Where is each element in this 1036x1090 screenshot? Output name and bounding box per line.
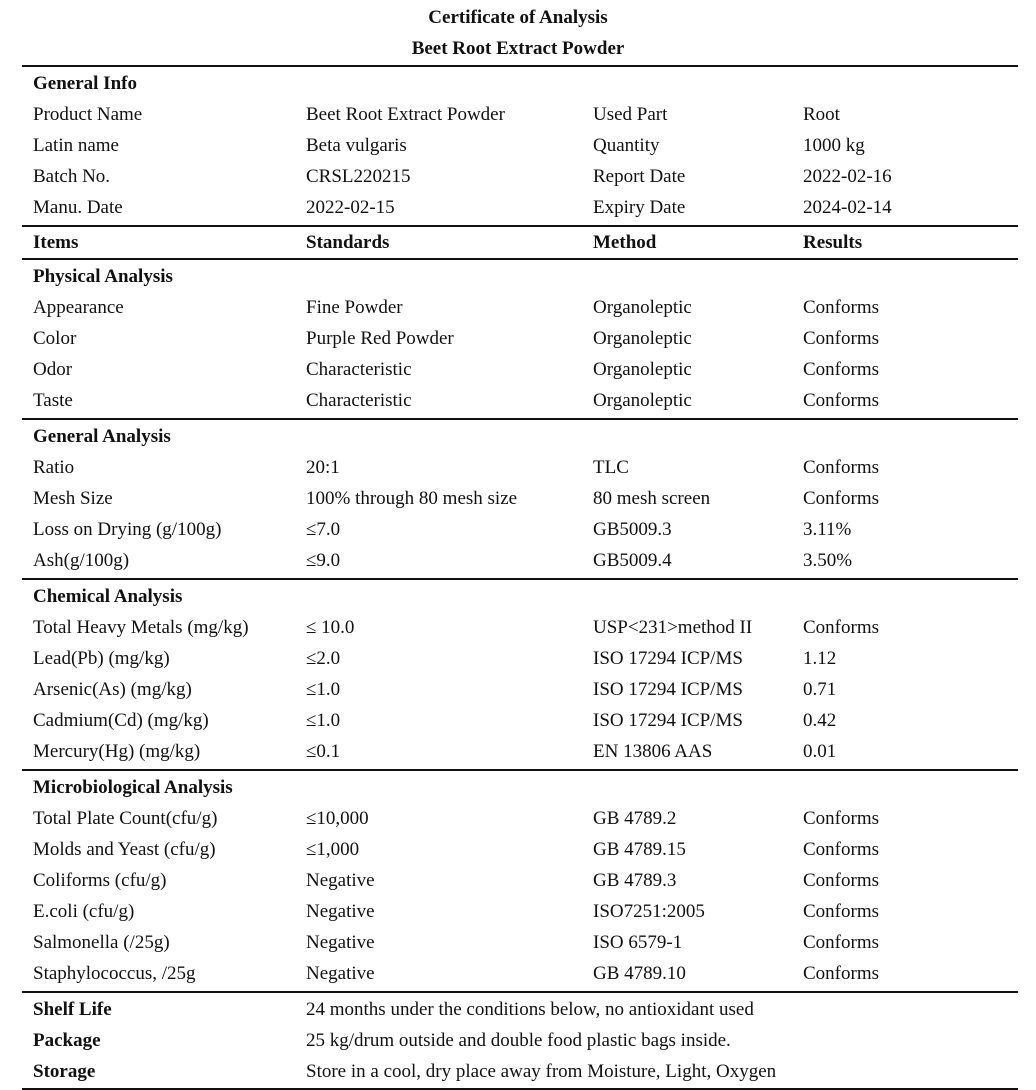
column-header: Standards <box>306 232 390 253</box>
result-value: Conforms <box>803 839 879 860</box>
standard-value: ≤10,000 <box>306 808 369 829</box>
item-name: Staphylococcus, /25g <box>33 963 196 984</box>
info-row <box>0 161 1036 192</box>
table-row <box>0 865 1036 896</box>
info-value: Root <box>803 104 840 125</box>
method-value: GB5009.4 <box>593 550 672 571</box>
result-value: Conforms <box>803 901 879 922</box>
table-row <box>0 736 1036 767</box>
section-heading: Physical Analysis <box>33 266 173 287</box>
standard-value: Negative <box>306 870 375 891</box>
column-header-row <box>0 227 1036 258</box>
section-rule <box>22 258 1018 260</box>
info-value: Beta vulgaris <box>306 135 407 156</box>
table-row <box>0 483 1036 514</box>
item-name: Salmonella (/25g) <box>33 932 170 953</box>
item-name: Cadmium(Cd) (mg/kg) <box>33 710 209 731</box>
result-value: Conforms <box>803 617 879 638</box>
item-name: Total Plate Count(cfu/g) <box>33 808 218 829</box>
result-value: 0.71 <box>803 679 837 700</box>
section-rule <box>22 418 1018 420</box>
section-heading: Microbiological Analysis <box>33 777 233 798</box>
method-value: Organoleptic <box>593 297 692 318</box>
standard-value: ≤2.0 <box>306 648 341 669</box>
item-name: Lead(Pb) (mg/kg) <box>33 648 170 669</box>
method-value: GB 4789.15 <box>593 839 686 860</box>
result-value: 0.42 <box>803 710 837 731</box>
method-value: ISO 17294 ICP/MS <box>593 679 743 700</box>
method-value: TLC <box>593 457 629 478</box>
result-value: Conforms <box>803 808 879 829</box>
method-value: EN 13806 AAS <box>593 741 713 762</box>
table-row <box>0 612 1036 643</box>
footer-row <box>0 994 1036 1025</box>
item-name: Mesh Size <box>33 488 113 509</box>
item-name: Appearance <box>33 297 124 318</box>
method-value: USP<231>method II <box>593 617 753 638</box>
section-heading: Chemical Analysis <box>33 586 183 607</box>
table-row <box>0 545 1036 576</box>
section-heading: General Analysis <box>33 426 171 447</box>
item-name: Mercury(Hg) (mg/kg) <box>33 741 201 762</box>
method-value: GB 4789.2 <box>593 808 677 829</box>
item-name: Color <box>33 328 77 349</box>
table-row <box>0 323 1036 354</box>
footer-label: Shelf Life <box>33 999 112 1020</box>
item-name: Molds and Yeast (cfu/g) <box>33 839 216 860</box>
method-value: ISO7251:2005 <box>593 901 705 922</box>
info-label: Batch No. <box>33 166 111 187</box>
result-value: 1.12 <box>803 648 837 669</box>
table-row <box>0 292 1036 323</box>
result-value: Conforms <box>803 870 879 891</box>
method-value: ISO 17294 ICP/MS <box>593 648 743 669</box>
table-row <box>0 643 1036 674</box>
info-label: Product Name <box>33 104 143 125</box>
standard-value: ≤1,000 <box>306 839 360 860</box>
standard-value: ≤1.0 <box>306 679 341 700</box>
info-row <box>0 130 1036 161</box>
section-heading-row <box>0 421 1036 452</box>
item-name: Odor <box>33 359 73 380</box>
standard-value: ≤ 10.0 <box>306 617 355 638</box>
info-value: 1000 kg <box>803 135 865 156</box>
info-value: 2022-02-15 <box>306 197 395 218</box>
info-value: 2024-02-14 <box>803 197 892 218</box>
item-name: Ratio <box>33 457 75 478</box>
info-label: Quantity <box>593 135 660 156</box>
table-row <box>0 834 1036 865</box>
standard-value: Fine Powder <box>306 297 403 318</box>
method-value: Organoleptic <box>593 328 692 349</box>
standard-value: ≤0.1 <box>306 741 341 762</box>
standard-value: Characteristic <box>306 390 412 411</box>
column-header: Method <box>593 232 657 253</box>
item-name: Ash(g/100g) <box>33 550 130 571</box>
table-row <box>0 452 1036 483</box>
table-row <box>0 896 1036 927</box>
info-label: Latin name <box>33 135 119 156</box>
standard-value: ≤9.0 <box>306 550 341 571</box>
item-name: Coliforms (cfu/g) <box>33 870 167 891</box>
item-name: E.coli (cfu/g) <box>33 901 135 922</box>
result-value: Conforms <box>803 328 879 349</box>
section-rule <box>22 991 1018 993</box>
column-header: Results <box>803 232 863 253</box>
result-value: Conforms <box>803 359 879 380</box>
standard-value: ≤1.0 <box>306 710 341 731</box>
result-value: Conforms <box>803 488 879 509</box>
standard-value: 100% through 80 mesh size <box>306 488 518 509</box>
item-name: Taste <box>33 390 73 411</box>
table-row <box>0 674 1036 705</box>
standard-value: Negative <box>306 963 375 984</box>
footer-value: 24 months under the conditions below, no antioxidant used <box>306 999 754 1020</box>
footer-row <box>0 1056 1036 1087</box>
footer-label: Package <box>33 1030 101 1051</box>
section-heading-row <box>0 581 1036 612</box>
standard-value: ≤7.0 <box>306 519 341 540</box>
table-row <box>0 927 1036 958</box>
section-rule <box>22 769 1018 771</box>
footer-value: 25 kg/drum outside and double food plastic bags inside. <box>306 1030 731 1051</box>
table-row <box>0 354 1036 385</box>
section-heading: General Info <box>33 73 137 94</box>
table-row <box>0 958 1036 989</box>
info-value: 2022-02-16 <box>803 166 892 187</box>
info-label: Report Date <box>593 166 686 187</box>
standard-value: Negative <box>306 932 375 953</box>
section-heading-row <box>0 772 1036 803</box>
footer-row <box>0 1025 1036 1056</box>
method-value: Organoleptic <box>593 390 692 411</box>
info-row <box>0 99 1036 130</box>
result-value: 3.11% <box>803 519 852 540</box>
method-value: GB 4789.10 <box>593 963 686 984</box>
result-value: 0.01 <box>803 741 837 762</box>
table-row <box>0 705 1036 736</box>
column-header: Items <box>33 232 79 253</box>
info-row <box>0 192 1036 223</box>
standard-value: Negative <box>306 901 375 922</box>
footer-value: Store in a cool, dry place away from Moisture, Light, Oxygen <box>306 1061 777 1082</box>
method-value: GB 4789.3 <box>593 870 677 891</box>
standard-value: Characteristic <box>306 359 412 380</box>
footer-label: Storage <box>33 1061 96 1082</box>
method-value: 80 mesh screen <box>593 488 711 509</box>
table-row <box>0 803 1036 834</box>
info-label: Expiry Date <box>593 197 686 218</box>
item-name: Loss on Drying (g/100g) <box>33 519 222 540</box>
table-row <box>0 514 1036 545</box>
method-value: Organoleptic <box>593 359 692 380</box>
item-name: Arsenic(As) (mg/kg) <box>33 679 192 700</box>
info-label: Manu. Date <box>33 197 123 218</box>
section-heading-row <box>0 261 1036 292</box>
result-value: Conforms <box>803 932 879 953</box>
standard-value: Purple Red Powder <box>306 328 454 349</box>
table-row <box>0 385 1036 416</box>
result-value: Conforms <box>803 457 879 478</box>
section-heading-row <box>0 68 1036 99</box>
result-value: 3.50% <box>803 550 853 571</box>
standard-value: 20:1 <box>306 457 340 478</box>
method-value: GB5009.3 <box>593 519 672 540</box>
document-title: Certificate of Analysis <box>428 7 608 28</box>
item-name: Total Heavy Metals (mg/kg) <box>33 617 249 638</box>
info-value: Beet Root Extract Powder <box>306 104 505 125</box>
top-rule <box>22 65 1018 67</box>
section-rule <box>22 578 1018 580</box>
info-label: Used Part <box>593 104 668 125</box>
document-subtitle: Beet Root Extract Powder <box>411 38 625 59</box>
result-value: Conforms <box>803 390 879 411</box>
result-value: Conforms <box>803 963 879 984</box>
result-value: Conforms <box>803 297 879 318</box>
info-value: CRSL220215 <box>306 166 411 187</box>
method-value: ISO 6579-1 <box>593 932 683 953</box>
method-value: ISO 17294 ICP/MS <box>593 710 743 731</box>
